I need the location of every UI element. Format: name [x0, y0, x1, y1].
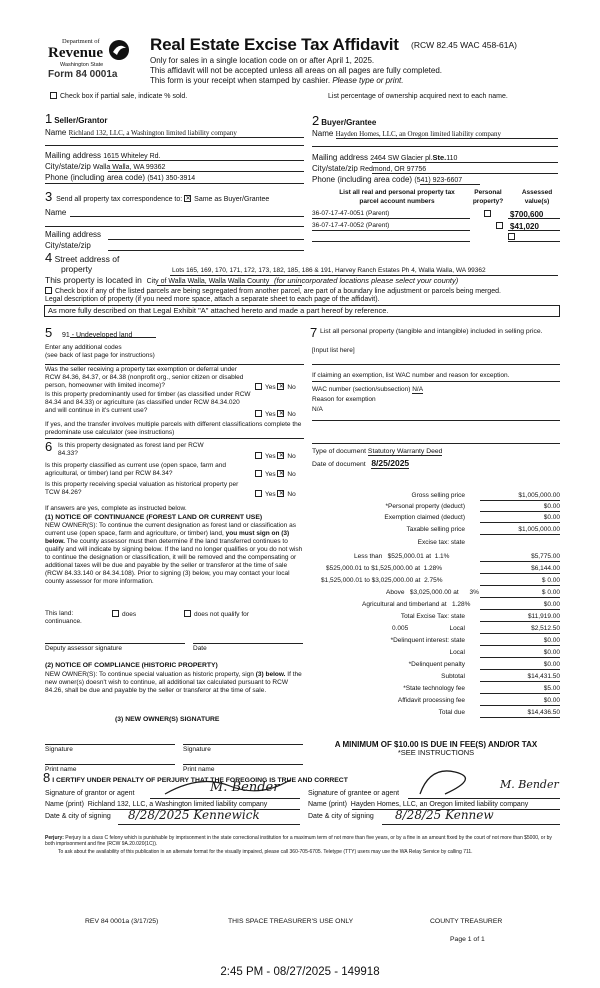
buyer-city-row: City/state/zip Redmond, OR 97756 [312, 164, 427, 173]
grantee-name-value[interactable]: Hayden Homes, LLC, an Oregon limited liability company [350, 801, 529, 808]
buyer-name-value[interactable]: Hayden Homes, LLC, an Oregon limited liability company [335, 130, 502, 138]
delinq-state-label: *Delinquent interest: state [390, 637, 465, 644]
sec6-q3-answer: Yes ✕ No [255, 490, 296, 498]
notice-3-title: (3) NEW OWNER(S) SIGNATURE [115, 716, 220, 723]
notice-2-title: (2) NOTICE OF COMPLIANCE (HISTORIC PROPERTY) [45, 662, 218, 669]
header-line-3: This form is your receipt when stamped by cashier. Please type or print. [150, 76, 404, 85]
alternate-format-note: To ask about the availability of this publication in an alternate format for the visually impaired, please call 360-705-6705. Teletype (TTY) users may use the WA Relay Service by calling 711. [58, 849, 473, 855]
grantee-date-label: Date & city of signing [308, 813, 374, 820]
sec6-yes-note: If answers are yes, complete as instructed below. [45, 505, 187, 512]
land-use-code[interactable]: 91 - Undeveloped land [61, 332, 133, 339]
doc-date-value[interactable]: 8/25/2025 [371, 458, 410, 468]
personal-value[interactable]: $0.00 [543, 503, 560, 510]
seller-name-row: Name Richland 132, LLC, a Washington limited liability company [45, 128, 237, 137]
sec7-num: 7 [310, 325, 318, 340]
buyer-name-row: Name Hayden Homes, LLC, an Oregon limited liability company [312, 129, 502, 138]
exempt-value[interactable]: $0.00 [543, 514, 560, 521]
local-value[interactable]: $2,512.50 [531, 625, 560, 632]
notice-1-title: (1) NOTICE OF CONTINUANCE (FOREST LAND OR CURRENT USE) [45, 514, 263, 521]
seller-phone-value[interactable]: (541) 350-3914 [147, 175, 196, 182]
sec7-label: List all personal property (tangible and intangible) included in selling price. [320, 328, 543, 335]
notice-1-body: NEW OWNER(S): To continue the current designation as forest land or classification as current use (open space, farm and agriculture, or timber) land, you must sign on (3) below. The county assessor must then determine if the land transferred continues to qualify and will indicate by signing below. If the land no longer qualifies or you do not wish to continue the designation or classification, it will be removed and the compensating or additional taxes will be due and payable by the seller or transferor at the time of sale (RCW 84.33.140 or 84.34.108). Prior to signing (3) below, you may contact your local county assessor for more information. [45, 522, 303, 585]
grantee-sig-label: Signature of grantee or agent [308, 790, 400, 797]
grantor-name-value[interactable]: Richland 132, LLC, a Washington limited liability company [87, 801, 268, 808]
reason-label: Reason for exemption [312, 396, 376, 403]
buyer-mail-value[interactable]: 2464 SW Glacier pl. [370, 155, 433, 162]
subtotal-value[interactable]: $14,431.50 [527, 673, 560, 680]
tier1-value[interactable]: $5,775.00 [531, 553, 560, 560]
grantor-signature-stroke-icon [160, 766, 300, 800]
grantee-name-row: Name (print) Hayden Homes, LLC, an Oregon limited liability company [308, 801, 529, 808]
parcel-number[interactable]: 36-07-17-47-0052 (Parent) [312, 222, 390, 229]
gross-label: Gross selling price [411, 492, 465, 499]
header-line-2: This affidavit will not be accepted unless all areas on all pages are fully completed. [150, 66, 443, 75]
perjury-note: Perjury: Perjury is a class C felony which is punishable by imprisonment in the state correctional institution for a maximum term of not more than five years, or by a fine in an amount fixed by the court of not more than $5000, or by both imprisonment and fine (RCW 9A.20.020(1C)). [45, 835, 552, 847]
seller-mail-row: Mailing address 1615 Whiteley Rd. [45, 151, 161, 160]
sec6-q2-answer: Yes ✕ No [255, 470, 296, 478]
grantee-signature[interactable]: M. Bender [500, 778, 559, 791]
this-land-row: This land: continuance. [45, 610, 82, 625]
rcw-reference: (RCW 82.45 WAC 458-61A) [411, 40, 517, 50]
seller-mail-value[interactable]: 1615 Whiteley Rd. [103, 153, 161, 160]
property-location-value[interactable]: City of Walla Walla, Walla Walla County [146, 278, 270, 285]
delinq-local-value[interactable]: $0.00 [543, 649, 560, 656]
sec6-q2: Is this property classified as current use (open space, farm and agricultural, or timber) land per RCW 84.34? [45, 462, 227, 477]
delinq-penalty-value[interactable]: $0.00 [543, 661, 560, 668]
sec6-num: 6 [45, 439, 53, 454]
dor-logo [40, 38, 140, 90]
property-street-value[interactable]: Lots 165, 169, 170, 171, 172, 173, 182, 185, 186 & 191, Harvey Ranch Estates Ph 4, Walla Walla, WA 99362 [172, 267, 486, 274]
sec3-heading: 3 Send all property tax correspondence to: ✕ Same as Buyer/Grantee [45, 190, 269, 205]
delinq-penalty-label: *Delinquent penalty [408, 661, 465, 668]
ag-value[interactable]: $0.00 [543, 601, 560, 608]
see-instructions: *SEE INSTRUCTIONS [397, 748, 475, 757]
tier4-value[interactable]: $ 0.00 [541, 589, 560, 596]
tech-fee-label: *State technology fee [403, 685, 465, 692]
partial-sale-checkbox[interactable] [50, 92, 57, 99]
tier1-row: Less than $525,000.01 at 1.1% [354, 553, 450, 560]
page-number: Page 1 of 1 [450, 936, 485, 943]
wac-value[interactable]: N/A [412, 386, 424, 393]
gross-value[interactable]: $1,005,000.00 [518, 492, 560, 499]
taxable-value[interactable]: $1,005,000.00 [518, 526, 560, 533]
deputy-label: Deputy assessor signature [45, 645, 122, 652]
notice-2-body: NEW OWNER(S): To continue special valuation as historic property, sign (3) below. If the new owner(s) doesn't wish to continue, all additional tax calculated pursuant to RCW 84.26, shall be due and payable by the seller or transferor at the time of sale. [45, 671, 302, 694]
local-rate[interactable]: 0.005 [392, 625, 409, 632]
ownership-note: List percentage of ownership acquired next to each name. [328, 93, 508, 100]
same-as-buyer-checkbox[interactable] [184, 195, 191, 202]
total-state-value[interactable]: $11,919.00 [527, 613, 560, 620]
buyer-mail-row: Mailing address 2464 SW Glacier pl.Ste.110 [312, 153, 458, 162]
grantor-signature[interactable]: M. Bender [210, 780, 280, 795]
assessed-value[interactable]: $700,600 [510, 210, 544, 219]
local-label: Local [449, 625, 465, 632]
logo-state: Washington State [60, 62, 104, 68]
doc-date-row: Date of document 8/25/2025 [312, 458, 410, 468]
see-back: (see back of last page for instructions) [45, 352, 155, 359]
tier2-row: $525,000.01 to $1,525,000.00 at 1.28% [326, 565, 443, 572]
tech-fee-value[interactable]: $5.00 [543, 685, 560, 692]
tier3-value[interactable]: $ 0.00 [541, 577, 560, 584]
grantor-date-label: Date & city of signing [45, 813, 111, 820]
proc-fee-value[interactable]: $0.00 [543, 697, 560, 704]
page-title: Real Estate Excise Tax Affidavit [150, 35, 399, 54]
tier2-value[interactable]: $6,144.00 [531, 565, 560, 572]
doc-type-row: Type of document Statutory Warranty Deed [312, 448, 443, 455]
personal-checkbox-2[interactable] [496, 222, 503, 229]
sec5-q1: Was the seller receiving a property tax exemption or deferral under RCW 84.36, 84.37, or 84.38 (nonprofit org., senior citizen or disabled person, homeowner with limited income)? [45, 366, 244, 389]
does-option: does [112, 610, 136, 618]
sec5-q3: If yes, and the transfer involves multiple parcels with different classifications complete the predominate use calculator (see instructions) [45, 421, 302, 436]
legal-desc-label: Legal description of property (if you need more space, attach a separate sheet to each page of the affidavit). [45, 296, 380, 303]
personal-checkbox-3[interactable] [508, 233, 515, 240]
legal-desc-box[interactable]: As more fully described on that Legal Exhibit "A" attached hereto and made a part hereof by reference. [44, 305, 560, 317]
header-line-1: Only for sales in a single location code on or after April 1, 2025. [150, 56, 375, 65]
sec3-city-row: City/state/zip [45, 241, 91, 250]
segregation-checkbox[interactable] [45, 287, 52, 294]
sec6-q3: Is this property receiving special valuation as historical property per TCW 84.26? [45, 481, 239, 496]
tier3-row: $1,525,000.01 to $3,025,000.00 at 2.75% [321, 577, 443, 584]
sec6-q1: Is this property designated as forest land per RCW 84.33? [58, 442, 204, 457]
tier4-row: Above $3,025,000.00 at 3% [386, 589, 479, 596]
grantor-date-value[interactable]: 8/28/2025 Kennewick [128, 808, 260, 822]
sec5-q2-answer: Yes ✕ No [255, 410, 296, 418]
county-treasurer: COUNTY TREASURER [430, 918, 503, 925]
segregation-row: Check box if any of the listed parcels are being segregated from another parcel, are part of a boundary line adjustment or parcels being merged. [45, 287, 501, 296]
proc-fee-label: Affidavit processing fee [397, 697, 465, 704]
logo-revenue: Revenue [48, 45, 103, 61]
logo-swirl-icon [108, 39, 130, 61]
seller-name-value[interactable]: Richland 132, LLC, a Washington limited liability company [68, 129, 237, 137]
does-not-option: does not qualify for [184, 610, 249, 618]
personal-header: Personal property? [472, 189, 504, 205]
sec8-certify: 8 I CERTIFY UNDER PENALTY OF PERJURY THAT THE FOREGOING IS TRUE AND CORRECT [43, 770, 348, 785]
sec4-street-label: 4 Street address of property [45, 250, 120, 274]
exempt-note: If claiming an exemption, list WAC number and reason for exception. [312, 372, 510, 379]
minimum-due-notice: A MINIMUM OF $10.00 IS DUE IN FEE(S) AND/OR TAX [334, 740, 538, 749]
grantee-signature-stroke-icon [410, 764, 500, 800]
total-state-label: Total Excise Tax: state [400, 613, 465, 620]
grantor-sig-label: Signature of grantor or agent [45, 790, 135, 797]
recording-stamp: 2:45 PM - 08/27/2025 - 149918 [220, 966, 380, 978]
buyer-phone-row: Phone (including area code) (541) 923-6607 [312, 175, 463, 184]
seller-phone-row: Phone (including area code) (541) 350-3914 [45, 173, 196, 182]
parcel-header: List all real and personal property tax parcel account numbers [339, 189, 455, 205]
grantee-date-value[interactable]: 8/28/25 Kennew [395, 808, 494, 822]
sec3-name-row: Name [45, 208, 67, 217]
sec5-q1-answer: Yes ✕ No [255, 383, 296, 391]
seller-section-heading: 1 Seller/Grantor [45, 111, 108, 126]
sec6-q1-answer: Yes ✕ No [255, 452, 296, 460]
sec5-heading: 5 91 - Undeveloped land [45, 325, 133, 340]
new-owner-signature-1[interactable]: Signature [45, 746, 73, 753]
personal-label: *Personal property (deduct) [385, 503, 465, 510]
delinq-state-value[interactable]: $0.00 [543, 637, 560, 644]
grantor-name-row: Name (print) Richland 132, LLC, a Washington limited liability company [45, 801, 268, 808]
logo-dept: Department of [62, 38, 100, 45]
excise-label: Excise tax: state [417, 539, 465, 546]
new-owner-print-1[interactable]: Print name [45, 766, 77, 773]
form-number: Form 84 0001a [48, 69, 118, 80]
additional-codes: Enter any additional codes [45, 344, 122, 351]
reason-value[interactable]: N/A [312, 406, 323, 413]
taxable-label: Taxable selling price [406, 526, 465, 533]
seller-city-value[interactable]: Walla Walla, WA 99362 [93, 164, 166, 171]
total-due-value[interactable]: $14,436.50 [527, 709, 560, 716]
delinq-local-label: Local [449, 649, 465, 656]
buyer-city-value[interactable]: Redmond, OR 97756 [360, 166, 427, 173]
sec3-mail-row: Mailing address [45, 230, 102, 239]
exempt-label: Exemption claimed (deduct) [384, 514, 465, 521]
sec5-q2: Is this property predominantly used for timber (as classified under RCW 84.34 and 84.33) or agriculture (as classified under RCW 84.34.020 and will continue in it's current use? [45, 391, 251, 414]
wac-row: WAC number (section/subsection) N/A [312, 386, 424, 393]
total-due-label: Total due [438, 709, 465, 716]
new-owner-print-2[interactable]: Print name [183, 766, 215, 773]
parcel-number[interactable]: 36-07-17-47-0051 (Parent) [312, 210, 390, 217]
ag-row: Agricultural and timberland at 1.28% [362, 601, 471, 608]
property-location-row: This property is located in City of Walla Walla, Walla Walla County (for unincorporated locations please select your county) [45, 275, 459, 285]
assessed-value[interactable]: $41,020 [510, 222, 539, 231]
deputy-date-label: Date [193, 645, 207, 652]
assessed-header: Assessed value(s) [521, 189, 553, 205]
subtotal-label: Subtotal [441, 673, 465, 680]
buyer-phone-value[interactable]: (541) 923-6607 [414, 177, 463, 184]
doc-type-value[interactable]: Statutory Warranty Deed [367, 448, 443, 455]
seller-city-row: City/state/zip Walla Walla, WA 99362 [45, 162, 166, 171]
personal-checkbox-1[interactable] [484, 210, 491, 217]
rev-number: REV 84 0001a (3/17/25) [85, 918, 159, 925]
partial-sale-row: Check box if partial sale, indicate % sold. [50, 92, 187, 101]
new-owner-signature-2[interactable]: Signature [183, 746, 211, 753]
buyer-section-heading: 2 Buyer/Grantee [312, 113, 377, 128]
personal-property-list[interactable]: [Input list here] [312, 347, 355, 354]
treasurer-only: THIS SPACE TREASURER'S USE ONLY [228, 918, 354, 925]
